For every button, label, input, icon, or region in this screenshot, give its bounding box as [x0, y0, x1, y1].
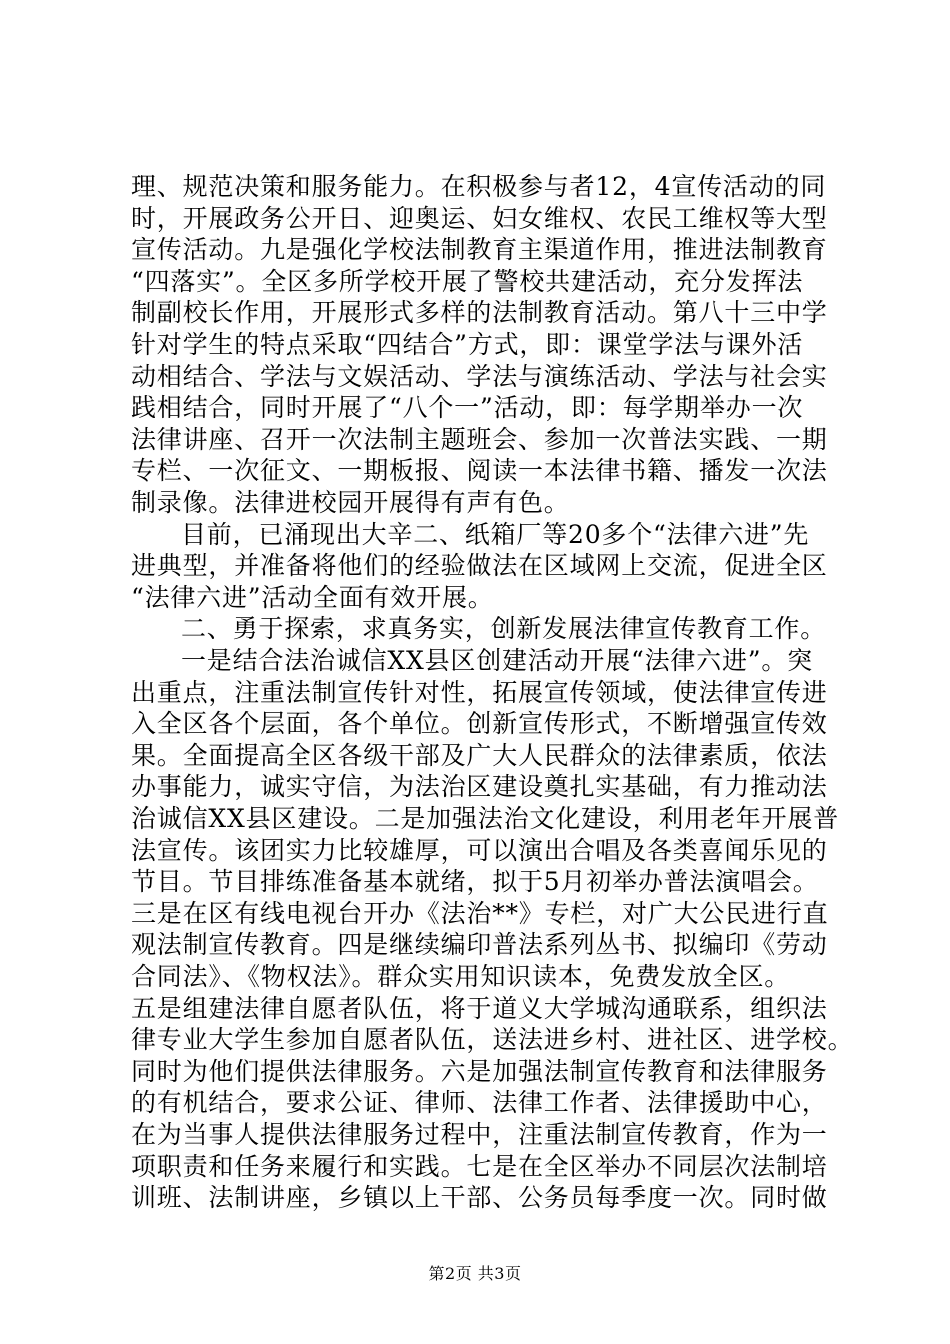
- text-line: “法律六进”活动全面有效开展。: [131, 582, 494, 612]
- text-line: “四落实”。全区多所学校开展了警校共建活动，充分发挥法: [131, 266, 804, 296]
- text-line: 果。全面提高全区各级干部及广大人民群众的法律素质，依法: [131, 740, 828, 770]
- text-line: 三是在区有线电视台开办《法治**》专栏，对广大公民进行直: [131, 898, 829, 928]
- text-line: 专栏、一次征文、一期板报、阅读一本法律书籍、播发一次法: [131, 456, 828, 486]
- paragraph-start: 目前，已涌现出大辛二、纸箱厂等20多个“法律六进”先: [181, 519, 810, 549]
- text-line: 法宣传。该团实力比较雄厚，可以演出合唱及各类喜闻乐见的: [131, 835, 828, 865]
- text-line: 动相结合、学法与文娱活动、学法与演练活动、学法与社会实: [131, 361, 828, 391]
- text-line: 制录像。法律进校园开展得有声有色。: [131, 488, 570, 517]
- text-line: 治诚信XX县区建设。二是加强法治文化建设，利用老年开展普: [131, 804, 839, 833]
- text-line: 践相结合，同时开展了“八个一”活动，即：每学期举办一次: [131, 393, 804, 423]
- text-line: 节目。节目排练准备基本就绪，拟于5月初举办普法演唱会。: [131, 867, 819, 897]
- text-line: 出重点，注重法制宣传针对性，拓展宣传领域，使法律宣传进: [131, 677, 828, 707]
- text-line: 律专业大学生参加自愿者队伍，送法进乡村、进社区、进学校。: [131, 1025, 854, 1055]
- text-line: 针对学生的特点采取“四结合”方式，即：课堂学法与课外活: [131, 330, 804, 359]
- text-line: 制副校长作用，开展形式多样的法制教育活动。第八十三中学: [131, 298, 828, 328]
- text-line: 办事能力，诚实守信，为法治区建设奠扎实基础，有力推动法: [131, 772, 828, 802]
- paragraph-start: 一是结合法治诚信XX县区创建活动开展“法律六进”。突: [181, 646, 813, 675]
- section-heading: 二、勇于探索，求真务实，创新发展法律宣传教育工作。: [181, 614, 827, 644]
- text-line: 理、规范决策和服务能力。在积极参与者12，4宣传活动的同: [131, 172, 827, 201]
- text-line: 的有机结合，要求公证、律师、法律工作者、法律援助中心，: [131, 1088, 828, 1118]
- text-line: 同时为他们提供法律服务。六是加强法制宣传教育和法律服务: [131, 1056, 828, 1086]
- text-line: 入全区各个层面，各个单位。创新宣传形式，不断增强宣传效: [131, 709, 828, 739]
- text-line: 项职责和任务来履行和实践。七是在全区举办不同层次法制培: [131, 1151, 828, 1181]
- text-line: 合同法》、《物权法》。群众实用知识读本，免费发放全区。: [131, 962, 791, 991]
- page-number-footer: 第2页 共3页: [428, 1264, 522, 1283]
- text-line: 进典型，并准备将他们的经验做法在区域网上交流，促进全区: [131, 551, 828, 581]
- text-line: 宣传活动。九是强化学校法制教育主渠道作用，推进法制教育: [131, 235, 828, 265]
- text-line: 时，开展政务公开日、迎奥运、妇女维权、农民工维权等大型: [131, 203, 828, 233]
- text-line: 法律讲座、召开一次法制主题班会、参加一次普法实践、一期: [131, 424, 828, 454]
- text-line: 五是组建法律自愿者队伍，将于道义大学城沟通联系，组织法: [131, 993, 828, 1023]
- text-line: 训班、法制讲座，乡镇以上干部、公务员每季度一次。同时做: [131, 1183, 828, 1213]
- text-line: 观法制宣传教育。四是继续编印普法系列丛书、拟编印《劳动: [131, 930, 828, 960]
- text-line: 在为当事人提供法律服务过程中，注重法制宣传教育，作为一: [131, 1120, 828, 1149]
